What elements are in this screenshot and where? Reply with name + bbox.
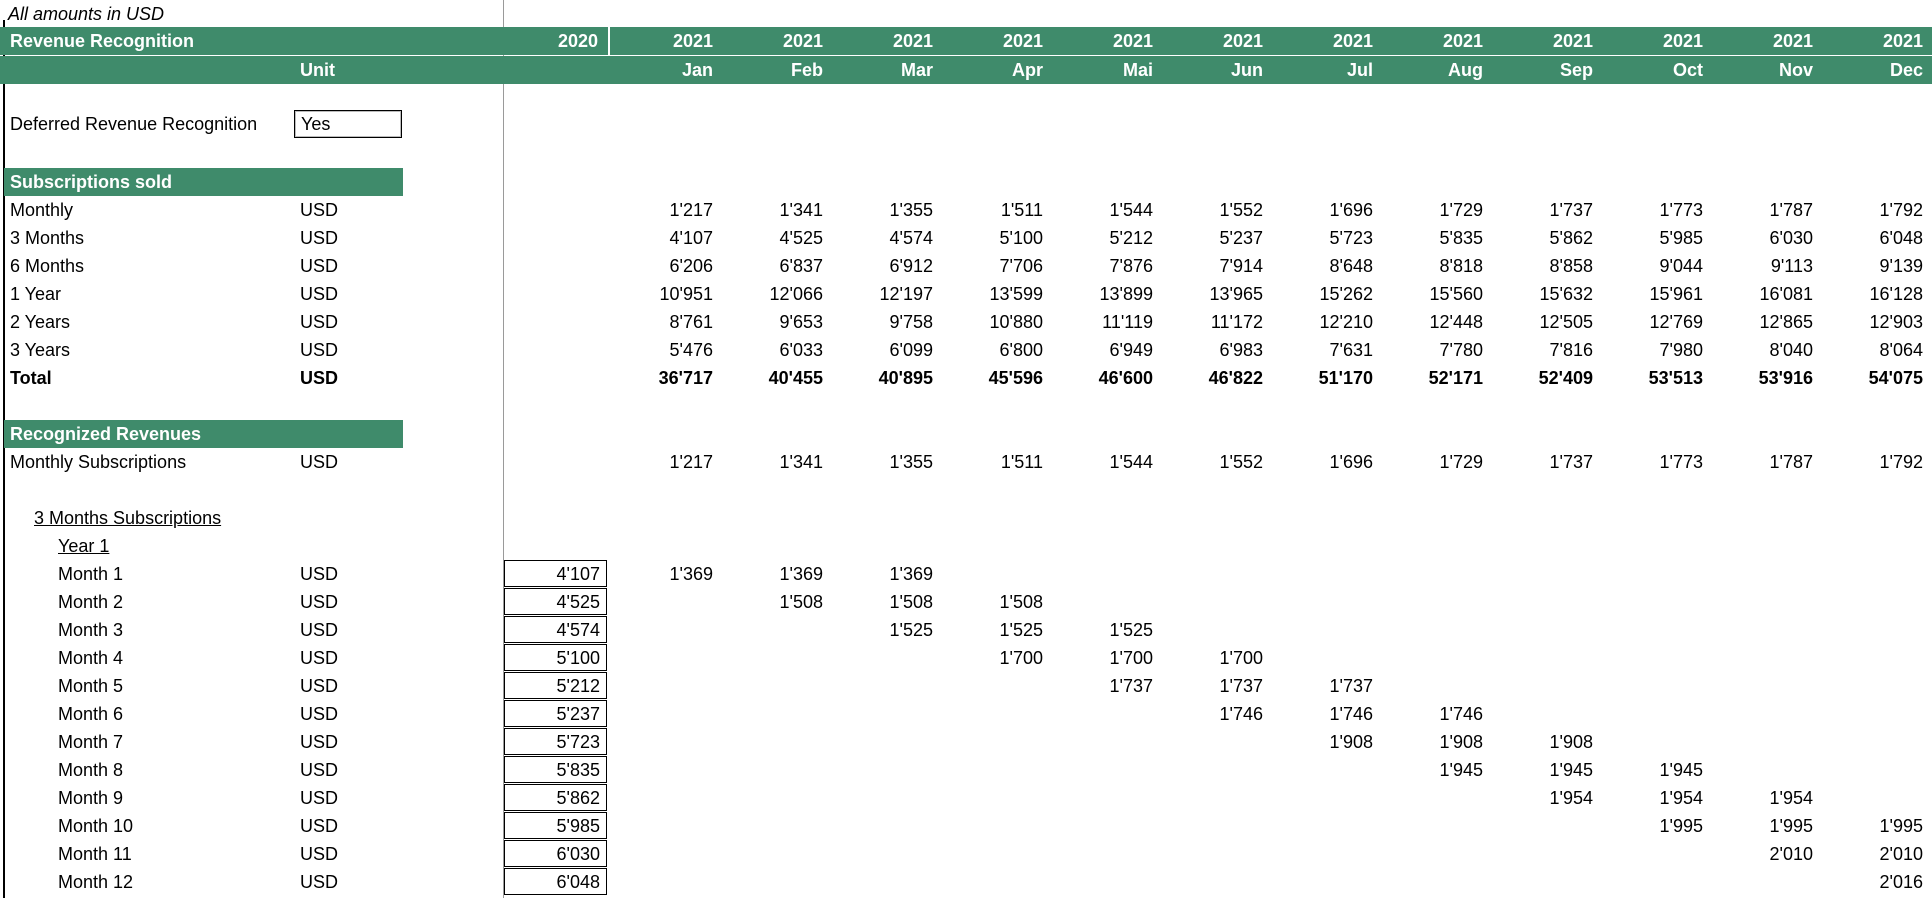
row-label: Month 9 xyxy=(58,788,124,808)
row-label: Month 10 xyxy=(58,816,134,836)
unit-header: Unit xyxy=(300,60,335,80)
value-cell[interactable]: 9'653 xyxy=(779,312,823,332)
value-cell[interactable]: 1'792 xyxy=(1879,200,1923,220)
value-cell[interactable]: 16'081 xyxy=(1759,284,1813,304)
value-cell[interactable]: 1'746 xyxy=(1219,704,1263,724)
row-unit: USD xyxy=(300,200,339,220)
value-cell[interactable]: 5'862 xyxy=(1549,228,1593,248)
row-label: 6 Months xyxy=(10,256,85,276)
value-cell[interactable]: 51'170 xyxy=(1318,368,1373,388)
value-cell[interactable]: 12'865 xyxy=(1759,312,1813,332)
value-cell[interactable]: 1'696 xyxy=(1329,452,1373,472)
value-cell[interactable]: 1'511 xyxy=(1000,452,1043,472)
value-cell[interactable]: 1'544 xyxy=(1109,452,1153,472)
value-cell[interactable]: 6'949 xyxy=(1109,340,1153,360)
value-cell[interactable]: 1'954 xyxy=(1769,788,1813,808)
value-cell[interactable]: 6'048 xyxy=(1879,228,1923,248)
row-label: Total xyxy=(10,368,52,388)
value-cell[interactable]: 1'525 xyxy=(1109,620,1153,640)
year-1-row xyxy=(0,532,1932,560)
row-unit: USD xyxy=(300,676,339,696)
subscription-row xyxy=(0,252,1932,280)
value-cell[interactable]: 1'552 xyxy=(1219,200,1263,220)
month-row xyxy=(0,840,1932,868)
deferred-row xyxy=(0,110,1932,138)
value-cell[interactable]: 2'010 xyxy=(1769,844,1813,864)
value-cell[interactable]: 1'700 xyxy=(999,648,1043,668)
value-cell[interactable]: 9'139 xyxy=(1879,256,1923,276)
subscription-row xyxy=(0,336,1932,364)
value-cell[interactable]: 8'858 xyxy=(1549,256,1593,276)
value-cell[interactable]: 1'369 xyxy=(779,564,823,584)
subscription-row xyxy=(0,308,1932,336)
month-header-dec: Dec xyxy=(1889,60,1923,80)
row-label: Month 8 xyxy=(58,760,124,780)
value-cell[interactable]: 40'455 xyxy=(768,368,823,388)
year-header: 2021 xyxy=(1332,31,1373,51)
value-cell[interactable]: 1'525 xyxy=(999,620,1043,640)
month-row xyxy=(0,756,1932,784)
row-label: Monthly xyxy=(10,200,74,220)
value-cell[interactable]: 7'914 xyxy=(1219,256,1263,276)
row-label: Month 4 xyxy=(58,648,124,668)
amounts-note: All amounts in USD xyxy=(8,4,165,24)
recognized-revenues-header xyxy=(4,420,403,448)
value-cell[interactable]: 11'119 xyxy=(1102,312,1153,332)
value-cell[interactable]: 1'544 xyxy=(1109,200,1153,220)
value-cell[interactable]: 1'369 xyxy=(669,564,713,584)
value-cell[interactable]: 7'876 xyxy=(1109,256,1153,276)
value-cell[interactable]: 1'746 xyxy=(1329,704,1373,724)
subscriptions-sold-header xyxy=(4,168,403,196)
subscription-row xyxy=(0,196,1932,224)
value-cell[interactable]: 1'511 xyxy=(1000,200,1043,220)
value-cell[interactable]: 1'954 xyxy=(1659,788,1703,808)
row-unit: USD xyxy=(300,872,339,892)
row-label: 3 Years xyxy=(10,340,71,360)
value-cell[interactable]: 5'835 xyxy=(1439,228,1483,248)
value-cell[interactable]: 12'210 xyxy=(1319,312,1373,332)
row-unit: USD xyxy=(300,312,339,332)
value-cell[interactable]: 1'729 xyxy=(1439,200,1483,220)
row-label: Month 6 xyxy=(58,704,124,724)
year-header: 2021 xyxy=(1112,31,1153,51)
month-header-oct: Oct xyxy=(1672,60,1703,80)
value-cell[interactable]: 9'113 xyxy=(1770,256,1813,276)
value-cell[interactable]: 15'961 xyxy=(1649,284,1703,304)
value-cell[interactable]: 36'717 xyxy=(658,368,713,388)
prior-value-input[interactable]: 4'525 xyxy=(504,588,607,615)
value-cell[interactable]: 13'899 xyxy=(1099,284,1153,304)
month-header-nov: Nov xyxy=(1778,60,1813,80)
month-header-feb: Feb xyxy=(790,60,823,80)
value-cell[interactable]: 16'128 xyxy=(1869,284,1923,304)
three-months-title-row xyxy=(0,504,1932,532)
prior-value-input[interactable]: 5'985 xyxy=(504,812,607,839)
row-unit: USD xyxy=(300,452,339,472)
value-cell[interactable]: 1'700 xyxy=(1219,648,1263,668)
value-cell[interactable]: 7'980 xyxy=(1659,340,1703,360)
value-cell[interactable]: 54'075 xyxy=(1868,368,1923,388)
value-cell[interactable]: 45'596 xyxy=(988,368,1043,388)
value-cell[interactable]: 1'995 xyxy=(1879,816,1923,836)
header-separator xyxy=(608,27,610,55)
prior-value-input[interactable]: 5'835 xyxy=(504,756,607,783)
value-cell[interactable]: 6'837 xyxy=(779,256,823,276)
row-unit: USD xyxy=(300,284,339,304)
month-header-jun: Jun xyxy=(1230,60,1263,80)
value-cell[interactable]: 5'100 xyxy=(999,228,1043,248)
value-cell[interactable]: 40'895 xyxy=(878,368,933,388)
prior-value-input[interactable]: 6'048 xyxy=(504,868,607,895)
row-label: 2 Years xyxy=(10,312,71,332)
value-cell[interactable]: 1'508 xyxy=(779,592,823,612)
month-row xyxy=(0,784,1932,812)
value-cell[interactable]: 5'985 xyxy=(1659,228,1703,248)
value-cell[interactable]: 15'632 xyxy=(1539,284,1593,304)
month-header-jan: Jan xyxy=(681,60,713,80)
month-header-apr: Apr xyxy=(1012,60,1043,80)
value-cell[interactable]: 12'769 xyxy=(1649,312,1703,332)
row-unit: USD xyxy=(300,648,339,668)
value-cell[interactable]: 4'107 xyxy=(669,228,713,248)
value-cell[interactable]: 10'951 xyxy=(659,284,713,304)
value-cell[interactable]: 6'912 xyxy=(889,256,933,276)
value-cell[interactable]: 1'737 xyxy=(1549,452,1593,472)
prior-value-input[interactable]: 6'030 xyxy=(504,840,607,867)
month-row xyxy=(0,728,1932,756)
value-cell[interactable]: 1'552 xyxy=(1219,452,1263,472)
month-row xyxy=(0,812,1932,840)
month-header-jul: Jul xyxy=(1346,60,1373,80)
value-cell[interactable]: 5'212 xyxy=(1109,228,1153,248)
year-header: 2021 xyxy=(1222,31,1263,51)
value-cell[interactable]: 1'729 xyxy=(1439,452,1483,472)
deferred-label: Deferred Revenue Recognition xyxy=(10,114,258,134)
month-row xyxy=(0,868,1932,896)
year-header: 2021 xyxy=(1552,31,1593,51)
header-row-years xyxy=(0,27,1932,55)
sheet-title: Revenue Recognition xyxy=(10,31,195,51)
value-cell[interactable]: 7'631 xyxy=(1329,340,1373,360)
month-row xyxy=(0,588,1932,616)
row-label: Month 2 xyxy=(58,592,124,612)
row-label: Month 3 xyxy=(58,620,124,640)
value-cell[interactable]: 7'780 xyxy=(1439,340,1483,360)
value-cell[interactable]: 13'599 xyxy=(989,284,1043,304)
value-cell[interactable]: 10'880 xyxy=(989,312,1043,332)
value-cell[interactable]: 5'476 xyxy=(669,340,713,360)
value-cell[interactable]: 9'044 xyxy=(1659,256,1703,276)
value-cell[interactable]: 1'737 xyxy=(1549,200,1593,220)
row-unit: USD xyxy=(300,340,339,360)
value-cell[interactable]: 6'206 xyxy=(669,256,713,276)
value-cell[interactable]: 6'800 xyxy=(999,340,1043,360)
row-unit: USD xyxy=(300,788,339,808)
row-unit: USD xyxy=(300,228,339,248)
year-header: 2021 xyxy=(782,31,823,51)
value-cell[interactable]: 15'262 xyxy=(1319,284,1373,304)
prior-value-input[interactable]: 5'100 xyxy=(504,644,607,671)
value-cell[interactable]: 6'099 xyxy=(889,340,933,360)
month-row xyxy=(0,672,1932,700)
value-cell[interactable]: 1'908 xyxy=(1329,732,1373,752)
month-header-sep: Sep xyxy=(1559,60,1593,80)
deferred-input[interactable] xyxy=(294,110,402,138)
value-cell[interactable]: 52'171 xyxy=(1428,368,1483,388)
row-unit: USD xyxy=(300,732,339,752)
value-cell[interactable]: 1'737 xyxy=(1109,676,1153,696)
month-row xyxy=(0,616,1932,644)
value-cell[interactable]: 8'648 xyxy=(1329,256,1373,276)
value-cell[interactable]: 1'696 xyxy=(1329,200,1373,220)
year-header: 2021 xyxy=(1002,31,1043,51)
row-unit: USD xyxy=(300,592,339,612)
row-unit: USD xyxy=(300,816,339,836)
row-unit: USD xyxy=(300,844,339,864)
value-cell[interactable]: 5'723 xyxy=(1329,228,1373,248)
month-row xyxy=(0,700,1932,728)
value-cell[interactable]: 12'066 xyxy=(769,284,823,304)
subscription-row xyxy=(0,280,1932,308)
prior-value-input[interactable]: 5'237 xyxy=(504,700,607,727)
row-label: 3 Months xyxy=(10,228,85,248)
row-label: Monthly Subscriptions xyxy=(10,452,187,472)
value-cell[interactable]: 6'033 xyxy=(779,340,823,360)
value-cell[interactable]: 9'758 xyxy=(889,312,933,332)
value-cell[interactable]: 4'574 xyxy=(889,228,933,248)
value-cell[interactable]: 1'737 xyxy=(1219,676,1263,696)
value-cell[interactable]: 8'064 xyxy=(1879,340,1923,360)
value-cell[interactable]: 1'369 xyxy=(889,564,933,584)
value-cell[interactable]: 1'792 xyxy=(1879,452,1923,472)
subscriptions-sold-title: Subscriptions sold xyxy=(10,172,173,192)
row-label: Month 11 xyxy=(58,844,132,864)
value-cell[interactable]: 12'903 xyxy=(1869,312,1923,332)
year-1-label: Year 1 xyxy=(58,536,110,556)
value-cell[interactable]: 1'341 xyxy=(779,200,823,220)
value-cell[interactable]: 7'816 xyxy=(1549,340,1593,360)
row-label: Month 7 xyxy=(58,732,124,752)
value-cell[interactable]: 8'761 xyxy=(669,312,713,332)
month-header-mar: Mar xyxy=(900,60,933,80)
value-cell[interactable]: 1'945 xyxy=(1439,760,1483,780)
monthly-subscriptions-row xyxy=(0,448,1932,476)
value-cell[interactable]: 2'016 xyxy=(1879,872,1923,892)
value-cell[interactable]: 8'040 xyxy=(1769,340,1813,360)
value-cell[interactable]: 2'010 xyxy=(1879,844,1923,864)
value-cell[interactable]: 15'560 xyxy=(1429,284,1483,304)
value-cell[interactable]: 12'448 xyxy=(1429,312,1483,332)
value-cell[interactable]: 1'355 xyxy=(889,452,933,472)
value-cell[interactable]: 1'217 xyxy=(669,452,713,472)
value-cell[interactable]: 1'508 xyxy=(889,592,933,612)
value-cell[interactable]: 1'355 xyxy=(889,200,933,220)
value-cell[interactable]: 1'525 xyxy=(889,620,933,640)
header-row-months xyxy=(0,56,1932,84)
value-cell[interactable]: 53'916 xyxy=(1758,368,1813,388)
row-unit: USD xyxy=(300,760,339,780)
prior-value-input[interactable]: 4'107 xyxy=(504,560,607,587)
deferred-value: Yes xyxy=(301,114,331,134)
row-label: Month 12 xyxy=(58,872,134,892)
value-cell[interactable]: 46'822 xyxy=(1208,368,1263,388)
prior-value-input[interactable]: 5'723 xyxy=(504,728,607,755)
month-header-aug: Aug xyxy=(1448,60,1483,80)
row-unit: USD xyxy=(300,704,339,724)
value-cell[interactable]: 1'787 xyxy=(1769,200,1813,220)
value-cell[interactable]: 1'945 xyxy=(1659,760,1703,780)
row-unit: USD xyxy=(300,256,339,276)
year-header: 2021 xyxy=(1882,31,1923,51)
value-cell[interactable]: 1'995 xyxy=(1659,816,1703,836)
year-header: 2021 xyxy=(672,31,713,51)
row-label: 1 Year xyxy=(10,284,62,304)
value-cell[interactable]: 7'706 xyxy=(999,256,1043,276)
year-header: 2021 xyxy=(1662,31,1703,51)
value-cell[interactable]: 1'995 xyxy=(1769,816,1813,836)
value-cell[interactable]: 1'341 xyxy=(779,452,823,472)
value-cell[interactable]: 1'954 xyxy=(1549,788,1593,808)
value-cell[interactable]: 8'818 xyxy=(1439,256,1483,276)
month-header-mai: Mai xyxy=(1122,60,1153,80)
value-cell[interactable]: 46'600 xyxy=(1098,368,1153,388)
row-label: Month 1 xyxy=(58,564,124,584)
month-row xyxy=(0,644,1932,672)
value-cell[interactable]: 53'513 xyxy=(1648,368,1703,388)
prior-value-input[interactable]: 4'574 xyxy=(504,616,607,643)
value-cell[interactable]: 1'217 xyxy=(669,200,713,220)
prior-value-input[interactable]: 5'862 xyxy=(504,784,607,811)
note-row xyxy=(0,0,1932,28)
year-header: 2021 xyxy=(1442,31,1483,51)
year-header: 2021 xyxy=(1772,31,1813,51)
value-cell[interactable]: 1'945 xyxy=(1549,760,1593,780)
subscription-row xyxy=(0,224,1932,252)
prior-value-input[interactable]: 5'212 xyxy=(504,672,607,699)
month-row xyxy=(0,560,1932,588)
value-cell[interactable]: 1'737 xyxy=(1329,676,1373,696)
year-header: 2021 xyxy=(892,31,933,51)
value-cell[interactable]: 1'508 xyxy=(999,592,1043,612)
total-row xyxy=(0,364,1932,392)
value-cell[interactable]: 52'409 xyxy=(1538,368,1593,388)
value-cell[interactable]: 6'030 xyxy=(1769,228,1813,248)
prior-year-header: 2020 xyxy=(557,31,598,51)
value-cell[interactable]: 13'965 xyxy=(1209,284,1263,304)
row-unit: USD xyxy=(300,368,339,388)
value-cell[interactable]: 1'908 xyxy=(1549,732,1593,752)
three-months-title: 3 Months Subscriptions xyxy=(34,508,222,528)
value-cell[interactable]: 11'172 xyxy=(1210,312,1263,332)
row-label: Month 5 xyxy=(58,676,124,696)
row-unit: USD xyxy=(300,564,339,584)
value-cell[interactable]: 1'787 xyxy=(1769,452,1813,472)
row-unit: USD xyxy=(300,620,339,640)
value-cell[interactable]: 6'983 xyxy=(1219,340,1263,360)
value-cell[interactable]: 1'746 xyxy=(1439,704,1483,724)
value-cell[interactable]: 4'525 xyxy=(779,228,823,248)
value-cell[interactable]: 1'773 xyxy=(1659,452,1703,472)
value-cell[interactable]: 1'700 xyxy=(1109,648,1153,668)
value-cell[interactable]: 5'237 xyxy=(1219,228,1263,248)
value-cell[interactable]: 12'505 xyxy=(1539,312,1593,332)
value-cell[interactable]: 1'908 xyxy=(1439,732,1483,752)
recognized-revenues-title: Recognized Revenues xyxy=(10,424,202,444)
value-cell[interactable]: 12'197 xyxy=(879,284,933,304)
value-cell[interactable]: 1'773 xyxy=(1659,200,1703,220)
